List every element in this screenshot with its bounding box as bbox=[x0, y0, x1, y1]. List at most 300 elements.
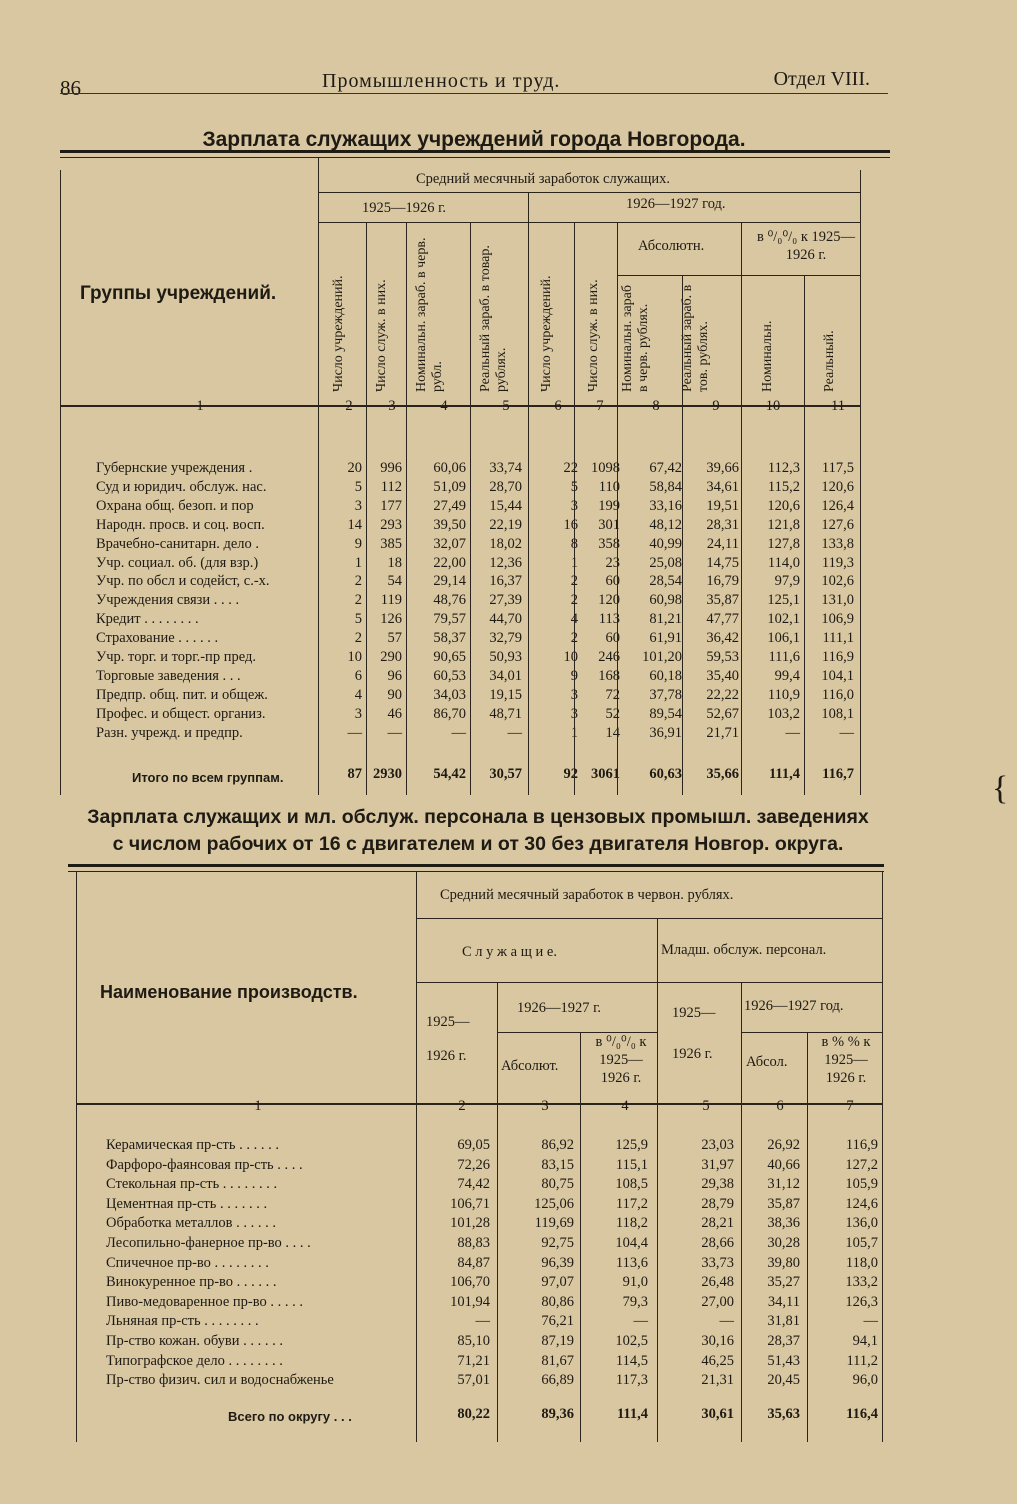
t2-cell: — bbox=[863, 1313, 878, 1330]
t1-cell: 34,01 bbox=[489, 667, 522, 684]
t2-cell: 105,9 bbox=[845, 1176, 878, 1193]
t1-cell: 48,12 bbox=[649, 516, 682, 533]
t1-cell: 32,79 bbox=[489, 630, 522, 647]
t2-cell: 71,21 bbox=[457, 1352, 490, 1369]
t1-cell: 14 bbox=[605, 724, 620, 741]
t1-cell: — bbox=[507, 724, 522, 741]
t1-cell: 72 bbox=[605, 686, 620, 703]
t2-cell: 40,66 bbox=[767, 1156, 800, 1173]
t1-cell: 60,98 bbox=[649, 592, 682, 609]
t1-vertical-col-header: Число учреждений. bbox=[331, 275, 346, 392]
t1-left-border bbox=[60, 170, 61, 795]
t2-cell: 96,39 bbox=[541, 1254, 574, 1271]
t2-year-1926-a: 1926—1927 г. bbox=[517, 1000, 602, 1016]
t1-cell: 108,1 bbox=[821, 705, 854, 722]
t1-row-label: Охрана общ. безоп. и пор bbox=[96, 497, 254, 514]
t2-row-header: Наименование производств. bbox=[100, 982, 358, 1002]
t1-cell: 27,49 bbox=[433, 497, 466, 514]
t1-cell: 60,18 bbox=[649, 667, 682, 684]
t1-cell: 35,40 bbox=[706, 667, 739, 684]
t2-col5-year-top: 1925— bbox=[672, 1005, 716, 1021]
t2-cell: 111,2 bbox=[846, 1352, 878, 1369]
t2-cell: 72,26 bbox=[457, 1156, 490, 1173]
t2-row-label: Цементная пр-сть . . . . . . . bbox=[106, 1195, 268, 1212]
t2-cell: 127,2 bbox=[845, 1156, 878, 1173]
t1-cell: — bbox=[347, 724, 362, 741]
t2-cell: 114,5 bbox=[615, 1352, 648, 1369]
t1-cell: 86,70 bbox=[433, 705, 466, 722]
t1-cell: 8 bbox=[570, 535, 578, 552]
t2-cell: 28,21 bbox=[701, 1215, 734, 1232]
t2-cell: 76,21 bbox=[541, 1313, 574, 1330]
t1-cell: 60,06 bbox=[433, 460, 466, 476]
t2-year-rule-b bbox=[741, 1032, 882, 1033]
t1-cell: 44,70 bbox=[489, 611, 522, 628]
t2-row-label: Стекольная пр-сть . . . . . . . . bbox=[106, 1176, 278, 1193]
t1-cell: 34,03 bbox=[433, 686, 466, 703]
t1-cell: 102,1 bbox=[767, 611, 800, 628]
t2-total-cell: 111,4 bbox=[616, 1406, 648, 1422]
t2-cell: 38,36 bbox=[767, 1215, 800, 1232]
t1-cell: 36,91 bbox=[649, 724, 682, 741]
t1-cell: 16,79 bbox=[706, 573, 739, 590]
t1-row-label: Губернские учреждения . bbox=[96, 460, 253, 476]
t2-cell: 101,28 bbox=[450, 1215, 490, 1232]
t1-cell: 1 bbox=[354, 554, 362, 571]
t1-cell: 79,57 bbox=[433, 611, 466, 628]
t1-row-label: Предпр. общ. пит. и общеж. bbox=[96, 686, 268, 703]
t1-cell: 119,3 bbox=[821, 554, 854, 571]
t1-cell: 16 bbox=[563, 516, 578, 533]
t1-cell: 52 bbox=[605, 705, 620, 722]
t1-col-divider bbox=[804, 275, 805, 795]
t1-cell: 127,6 bbox=[821, 516, 854, 533]
t1-total-cell: 3061 bbox=[591, 766, 620, 782]
t1-cell: 22,19 bbox=[489, 516, 522, 533]
t2-pct-b-1: в % % к bbox=[821, 1034, 871, 1050]
t1-cell: 21,71 bbox=[706, 724, 739, 741]
t2-cell: 80,86 bbox=[541, 1293, 574, 1310]
t1-cell: 14,75 bbox=[706, 554, 739, 571]
t1-cell: 19,15 bbox=[489, 686, 522, 703]
t1-cell: 47,77 bbox=[706, 611, 739, 628]
t1-cell: 51,09 bbox=[433, 478, 466, 495]
t1-cell: 39,66 bbox=[706, 460, 739, 476]
t1-abs-rule bbox=[617, 275, 860, 276]
t1-cell: 67,42 bbox=[649, 460, 682, 476]
t1-cell: — bbox=[839, 724, 854, 741]
t1-column-number: 10 bbox=[765, 398, 781, 414]
t2-col2-year-top: 1925— bbox=[426, 1014, 470, 1030]
t2-cell: 96,0 bbox=[852, 1372, 878, 1389]
t1-cell: 90,65 bbox=[433, 649, 466, 665]
t2-row-label: Спичечное пр-во . . . . . . . . bbox=[106, 1254, 269, 1271]
t1-year-rule bbox=[318, 222, 860, 223]
t2-header-bottom-rule bbox=[76, 1103, 882, 1105]
t2-row-label: Керамическая пр-сть . . . . . . bbox=[106, 1137, 279, 1153]
t1-cell: 110 bbox=[598, 478, 620, 495]
t1-cell: 2 bbox=[354, 630, 362, 647]
t1-row-label: Разн. учрежд. и предпр. bbox=[96, 724, 243, 741]
table2-top-rule bbox=[68, 864, 884, 867]
t1-cell: 23 bbox=[605, 554, 620, 571]
t1-col-divider bbox=[470, 222, 471, 795]
t2-cell: 28,79 bbox=[701, 1195, 734, 1212]
t2-cell: 85,10 bbox=[457, 1333, 490, 1349]
t2-cell: 106,70 bbox=[450, 1274, 490, 1291]
t1-cell: 22,22 bbox=[706, 686, 739, 703]
t2-row-label: Пр-ство кожан. обуви . . . . . . bbox=[106, 1333, 284, 1349]
t2-cell: 86,92 bbox=[541, 1137, 574, 1153]
t2-pct-a-3: 1926 г. bbox=[600, 1070, 642, 1086]
t1-cell: 46 bbox=[387, 705, 402, 722]
t1-cell: 28,31 bbox=[706, 516, 739, 533]
t1-cell: 112 bbox=[380, 478, 402, 495]
t2-group-divider bbox=[657, 918, 658, 1442]
t2-cell: 39,80 bbox=[767, 1254, 800, 1271]
t2-column-number: 1 bbox=[254, 1098, 262, 1114]
t1-cell: 48,76 bbox=[433, 592, 466, 609]
t2-cell: 88,83 bbox=[457, 1235, 490, 1251]
t1-year-b: 1926—1927 год. bbox=[626, 196, 726, 212]
t2-cell: 118,0 bbox=[845, 1254, 878, 1271]
t2-cell: 46,25 bbox=[701, 1352, 734, 1369]
t1-pct-label: в ⁰/₀⁰/₀ к 1925—1926 г. bbox=[756, 229, 856, 263]
t1-cell: 33,16 bbox=[649, 497, 682, 514]
t1-cell: 111,6 bbox=[768, 649, 800, 665]
page-number: 86 bbox=[60, 76, 81, 100]
t1-total-cell: 35,66 bbox=[706, 766, 739, 782]
t1-col-super: Средний месячный заработок служащих. bbox=[416, 171, 671, 187]
t1-row-label: Торговые заведения . . . bbox=[96, 667, 241, 684]
t1-cell: 199 bbox=[598, 497, 620, 514]
t1-cell: 9 bbox=[570, 667, 578, 684]
t1-cell: 102,6 bbox=[821, 573, 854, 590]
t2-cell: 28,66 bbox=[701, 1235, 734, 1251]
t2-cell: 35,87 bbox=[767, 1195, 800, 1212]
t1-cell: 2 bbox=[570, 630, 578, 647]
t1-total-cell: 116,7 bbox=[822, 766, 854, 782]
t1-row-label: Суд и юридич. обслуж. нас. bbox=[96, 478, 267, 495]
t1-cell: 358 bbox=[598, 535, 620, 552]
t2-cell: 92,75 bbox=[541, 1235, 574, 1251]
t1-cell: 117,5 bbox=[821, 460, 854, 476]
t1-row-label: Страхование . . . . . . bbox=[96, 630, 219, 647]
t1-column-number: 6 bbox=[554, 398, 562, 414]
t1-cell: 6 bbox=[354, 667, 362, 684]
t1-cell: 301 bbox=[598, 516, 620, 533]
t2-cell: 101,94 bbox=[450, 1293, 490, 1310]
t2-column-number: 3 bbox=[541, 1098, 549, 1114]
t1-cell: 60 bbox=[605, 630, 620, 647]
t2-cell: — bbox=[633, 1313, 648, 1330]
t2-total-cell: 30,61 bbox=[701, 1406, 734, 1422]
t1-vertical-col-header: Реальный зараб. в тов. рублях. bbox=[680, 284, 711, 392]
t2-cell: 30,28 bbox=[767, 1235, 800, 1251]
t1-cell: 168 bbox=[598, 667, 620, 684]
t1-cell: 2 bbox=[354, 573, 362, 590]
t2-col6-divider bbox=[807, 1032, 808, 1442]
t1-row-header: Группы учреждений. bbox=[80, 283, 277, 304]
t2-cell: 29,38 bbox=[701, 1176, 734, 1193]
t2-year-1926-b: 1926—1927 год. bbox=[744, 998, 844, 1014]
t1-cell: — bbox=[387, 724, 402, 741]
t1-cell: 121,8 bbox=[767, 516, 800, 533]
t1-cell: 290 bbox=[380, 649, 402, 665]
t2-cell: 97,07 bbox=[541, 1274, 574, 1291]
t1-cell: 120,6 bbox=[767, 497, 800, 514]
t2-total-label: Всего по округу . . . bbox=[228, 1409, 352, 1424]
t2-row-label: Лесопильно-фанерное пр-во . . . . bbox=[106, 1235, 311, 1251]
t1-cell: 120 bbox=[598, 592, 620, 609]
t1-total-cell: 87 bbox=[347, 766, 362, 782]
t1-cell: 2 bbox=[354, 592, 362, 609]
t2-pct-b-2: 1925— bbox=[824, 1052, 868, 1068]
t1-cell: 48,71 bbox=[489, 705, 522, 722]
t2-cell: 23,03 bbox=[701, 1137, 734, 1153]
t1-col-divider bbox=[406, 222, 407, 795]
t1-cell: 385 bbox=[380, 535, 402, 552]
t2-cell: 105,7 bbox=[845, 1235, 878, 1251]
t1-cell: 27,39 bbox=[489, 592, 522, 609]
t1-column-number: 1 bbox=[196, 398, 204, 414]
t2-row-label: Винокуренное пр-во . . . . . . bbox=[106, 1274, 277, 1291]
t1-cell: 33,74 bbox=[489, 460, 522, 476]
t1-cell: 34,61 bbox=[706, 478, 739, 495]
t1-cell: 19,51 bbox=[706, 497, 739, 514]
t1-cell: 50,93 bbox=[489, 649, 522, 665]
t1-cell: 22,00 bbox=[433, 554, 466, 571]
t2-abs-a: Абсолют. bbox=[501, 1058, 559, 1074]
t2-label-divider bbox=[416, 872, 417, 1442]
t2-pct-a-2: 1925— bbox=[599, 1052, 643, 1068]
department-label: Отдел VIII. bbox=[773, 68, 870, 90]
t2-cell: 33,73 bbox=[701, 1254, 734, 1271]
t2-cell: — bbox=[719, 1313, 734, 1330]
t1-total-cell: 111,4 bbox=[768, 766, 800, 782]
table2-top-rule-thin bbox=[68, 871, 884, 872]
t2-row-label: Фарфоро-фаянсовая пр-сть . . . . bbox=[106, 1156, 303, 1173]
t1-cell: 32,07 bbox=[433, 535, 466, 552]
t1-cell: 1 bbox=[570, 554, 578, 571]
t1-cell: 5 bbox=[354, 611, 362, 628]
t1-cell: 996 bbox=[380, 460, 402, 476]
t2-column-number: 2 bbox=[458, 1098, 466, 1114]
t1-cell: 125,1 bbox=[767, 592, 800, 609]
t1-cell: 28,70 bbox=[489, 478, 522, 495]
t2-total-cell: 80,22 bbox=[457, 1406, 490, 1422]
t1-vertical-col-header: Номинальн. зараб в черв. рублях. bbox=[620, 285, 651, 392]
t1-cell: 119 bbox=[380, 592, 402, 609]
t1-cell: 81,21 bbox=[649, 611, 682, 628]
t2-left-border bbox=[76, 872, 77, 1442]
table2-title bbox=[48, 804, 908, 858]
t1-cell: 133,8 bbox=[821, 535, 854, 552]
t1-cell: 2 bbox=[570, 592, 578, 609]
t1-column-number: 4 bbox=[440, 398, 448, 414]
t1-cell: 3 bbox=[570, 497, 578, 514]
t1-total-cell: 92 bbox=[563, 766, 578, 782]
t1-total-label: Итого по всем группам. bbox=[132, 770, 284, 785]
t1-cell: 59,53 bbox=[706, 649, 739, 665]
t1-cell: 36,42 bbox=[706, 630, 739, 647]
t1-cell: 177 bbox=[380, 497, 402, 514]
t2-cell: 126,3 bbox=[845, 1293, 878, 1310]
t1-total-cell: 54,42 bbox=[433, 766, 466, 782]
t1-cell: 20 bbox=[347, 460, 362, 476]
t1-total-cell: 2930 bbox=[373, 766, 402, 782]
t1-cell: 24,11 bbox=[706, 535, 739, 552]
t1-vertical-col-header: Число служ. в них. bbox=[586, 279, 601, 392]
t2-col2-year-bottom: 1926 г. bbox=[426, 1048, 467, 1064]
t1-row-label: Народн. просв. и соц. восп. bbox=[96, 516, 265, 533]
t1-row-label: Профес. и общест. организ. bbox=[96, 705, 266, 722]
t2-col3-divider bbox=[580, 1032, 581, 1442]
t1-cell: — bbox=[451, 724, 466, 741]
t2-cell: 34,11 bbox=[767, 1293, 800, 1310]
t1-cell: 2 bbox=[570, 573, 578, 590]
t1-cell: 5 bbox=[354, 478, 362, 495]
t2-year-rule-a bbox=[497, 1032, 657, 1033]
t1-cell: 52,67 bbox=[706, 705, 739, 722]
t2-cell: 118,2 bbox=[615, 1215, 648, 1232]
t1-cell: 111,1 bbox=[822, 630, 854, 647]
t2-right-border bbox=[882, 872, 883, 1442]
t2-row-label: Типографское дело . . . . . . . . bbox=[106, 1352, 283, 1369]
t2-row-label: Пр-ство физич. сил и водоснабженье bbox=[106, 1372, 334, 1389]
t1-cell: 293 bbox=[380, 516, 402, 533]
t1-cell: 5 bbox=[570, 478, 578, 495]
t1-vertical-col-header: Номинальн. зараб. в черв. рубл. bbox=[414, 237, 445, 392]
t2-cell: 106,71 bbox=[450, 1195, 490, 1212]
t2-cell: 113,6 bbox=[615, 1254, 648, 1271]
t1-cell: 120,6 bbox=[821, 478, 854, 495]
t1-cell: 126 bbox=[380, 611, 402, 628]
t1-col-divider bbox=[682, 275, 683, 795]
t1-cell: 3 bbox=[354, 705, 362, 722]
t1-vertical-col-header: Реальный. bbox=[822, 330, 837, 392]
t1-cell: 101,20 bbox=[642, 649, 682, 665]
t1-cell: 99,4 bbox=[774, 667, 800, 684]
t2-cell: 119,69 bbox=[534, 1215, 574, 1232]
t1-cell: 61,91 bbox=[649, 630, 682, 647]
t2-cell: 74,42 bbox=[457, 1176, 490, 1193]
t2-cell: 66,89 bbox=[541, 1372, 574, 1389]
t2-row-label: Пиво-медоваренное пр-во . . . . . bbox=[106, 1293, 303, 1310]
t1-header-bottom-rule bbox=[60, 405, 860, 407]
t2-cell: 116,9 bbox=[845, 1137, 878, 1153]
t1-cell: 54 bbox=[387, 573, 402, 590]
t1-column-number: 2 bbox=[345, 398, 353, 414]
t2-cell: — bbox=[475, 1313, 490, 1330]
t1-column-number: 9 bbox=[712, 398, 720, 414]
t1-year-a: 1925—1926 г. bbox=[362, 200, 447, 216]
t1-cell: 112,3 bbox=[767, 460, 800, 476]
t2-cell: 81,67 bbox=[541, 1352, 574, 1369]
t1-cell: 22 bbox=[563, 460, 578, 476]
t2-cell: 30,16 bbox=[701, 1333, 734, 1349]
t2-cell: 102,5 bbox=[615, 1333, 648, 1349]
t2-total-cell: 35,63 bbox=[767, 1406, 800, 1422]
t1-cell: 115,2 bbox=[767, 478, 800, 495]
t2-cell: 94,1 bbox=[852, 1333, 878, 1349]
t1-cell: 127,8 bbox=[767, 535, 800, 552]
t2-column-number: 5 bbox=[702, 1098, 710, 1114]
t1-cell: 116,0 bbox=[821, 686, 854, 703]
t1-cell: 3 bbox=[570, 686, 578, 703]
t1-cell: 57 bbox=[387, 630, 402, 647]
t2-cell: 84,87 bbox=[457, 1254, 490, 1271]
t2-col2-divider bbox=[497, 982, 498, 1442]
t2-cell: 136,0 bbox=[845, 1215, 878, 1232]
t2-cell: 124,6 bbox=[845, 1195, 878, 1212]
t1-cell: 29,14 bbox=[433, 573, 466, 590]
t1-row-label: Учр. по обсл и содейст, с.-х. bbox=[96, 573, 270, 590]
t1-cell: 58,37 bbox=[433, 630, 466, 647]
t1-cell: 113 bbox=[598, 611, 620, 628]
t1-total-cell: 60,63 bbox=[649, 766, 682, 782]
t1-cell: 10 bbox=[347, 649, 362, 665]
t1-cell: 114,0 bbox=[767, 554, 800, 571]
t1-cell: 15,44 bbox=[489, 497, 522, 514]
t1-row-label: Учреждения связи . . . . bbox=[96, 592, 240, 609]
t2-cell: 57,01 bbox=[457, 1372, 490, 1389]
t2-cell: 31,12 bbox=[767, 1176, 800, 1193]
t2-cell: 87,19 bbox=[541, 1333, 574, 1349]
t1-cell: 18 bbox=[387, 554, 402, 571]
t1-cell: 106,1 bbox=[767, 630, 800, 647]
t2-cell: 69,05 bbox=[457, 1137, 490, 1153]
t1-cell: 1098 bbox=[591, 460, 620, 476]
t2-cell: 35,27 bbox=[767, 1274, 800, 1291]
table2-title-line2: с числом рабочих от 16 с двигателем и от 30 без двигателя Новгор. округа. bbox=[112, 833, 844, 855]
t1-column-number: 7 bbox=[596, 398, 604, 414]
t2-abs-b: Абсол. bbox=[746, 1054, 788, 1070]
t2-cell: 83,15 bbox=[541, 1156, 574, 1173]
t2-group-rule bbox=[416, 982, 882, 983]
t1-abs-label: Абсолютн. bbox=[638, 238, 705, 254]
t1-cell: — bbox=[785, 724, 800, 741]
t1-col-divider bbox=[574, 222, 575, 795]
t1-cell: 37,78 bbox=[649, 686, 682, 703]
t1-cell: 106,9 bbox=[821, 611, 854, 628]
t1-cell: 131,0 bbox=[821, 592, 854, 609]
t1-cell: 4 bbox=[570, 611, 578, 628]
t2-row-label: Обработка металлов . . . . . . bbox=[106, 1215, 276, 1232]
t2-cell: 28,37 bbox=[767, 1333, 800, 1349]
t1-cell: 90 bbox=[387, 686, 402, 703]
t1-cell: 14 bbox=[347, 516, 362, 533]
t2-cell: 117,2 bbox=[615, 1195, 648, 1212]
t2-total-cell: 89,36 bbox=[541, 1406, 574, 1422]
t1-superheader-rule bbox=[318, 192, 860, 193]
t1-cell: 103,2 bbox=[767, 705, 800, 722]
t2-cell: 133,2 bbox=[845, 1274, 878, 1291]
t2-group-a: С л у ж а щ и е. bbox=[462, 944, 557, 960]
t1-col-divider bbox=[617, 222, 618, 795]
t2-col-super: Средний месячный заработок в червон. рублях. bbox=[440, 887, 734, 903]
t2-pct-b-3: 1926 г. bbox=[825, 1070, 867, 1086]
t2-cell: 125,9 bbox=[615, 1137, 648, 1153]
t2-cell: 26,92 bbox=[767, 1137, 800, 1153]
t2-cell: 21,31 bbox=[701, 1372, 734, 1389]
t2-total-cell: 116,4 bbox=[846, 1406, 878, 1422]
t1-vertical-col-header: Число учреждений. bbox=[539, 275, 554, 392]
t1-cell: 28,54 bbox=[649, 573, 682, 590]
t2-pct-a-1: в ⁰/₀⁰/₀ к bbox=[595, 1034, 647, 1050]
t2-cell: 80,75 bbox=[541, 1176, 574, 1193]
t1-cell: 104,1 bbox=[821, 667, 854, 684]
